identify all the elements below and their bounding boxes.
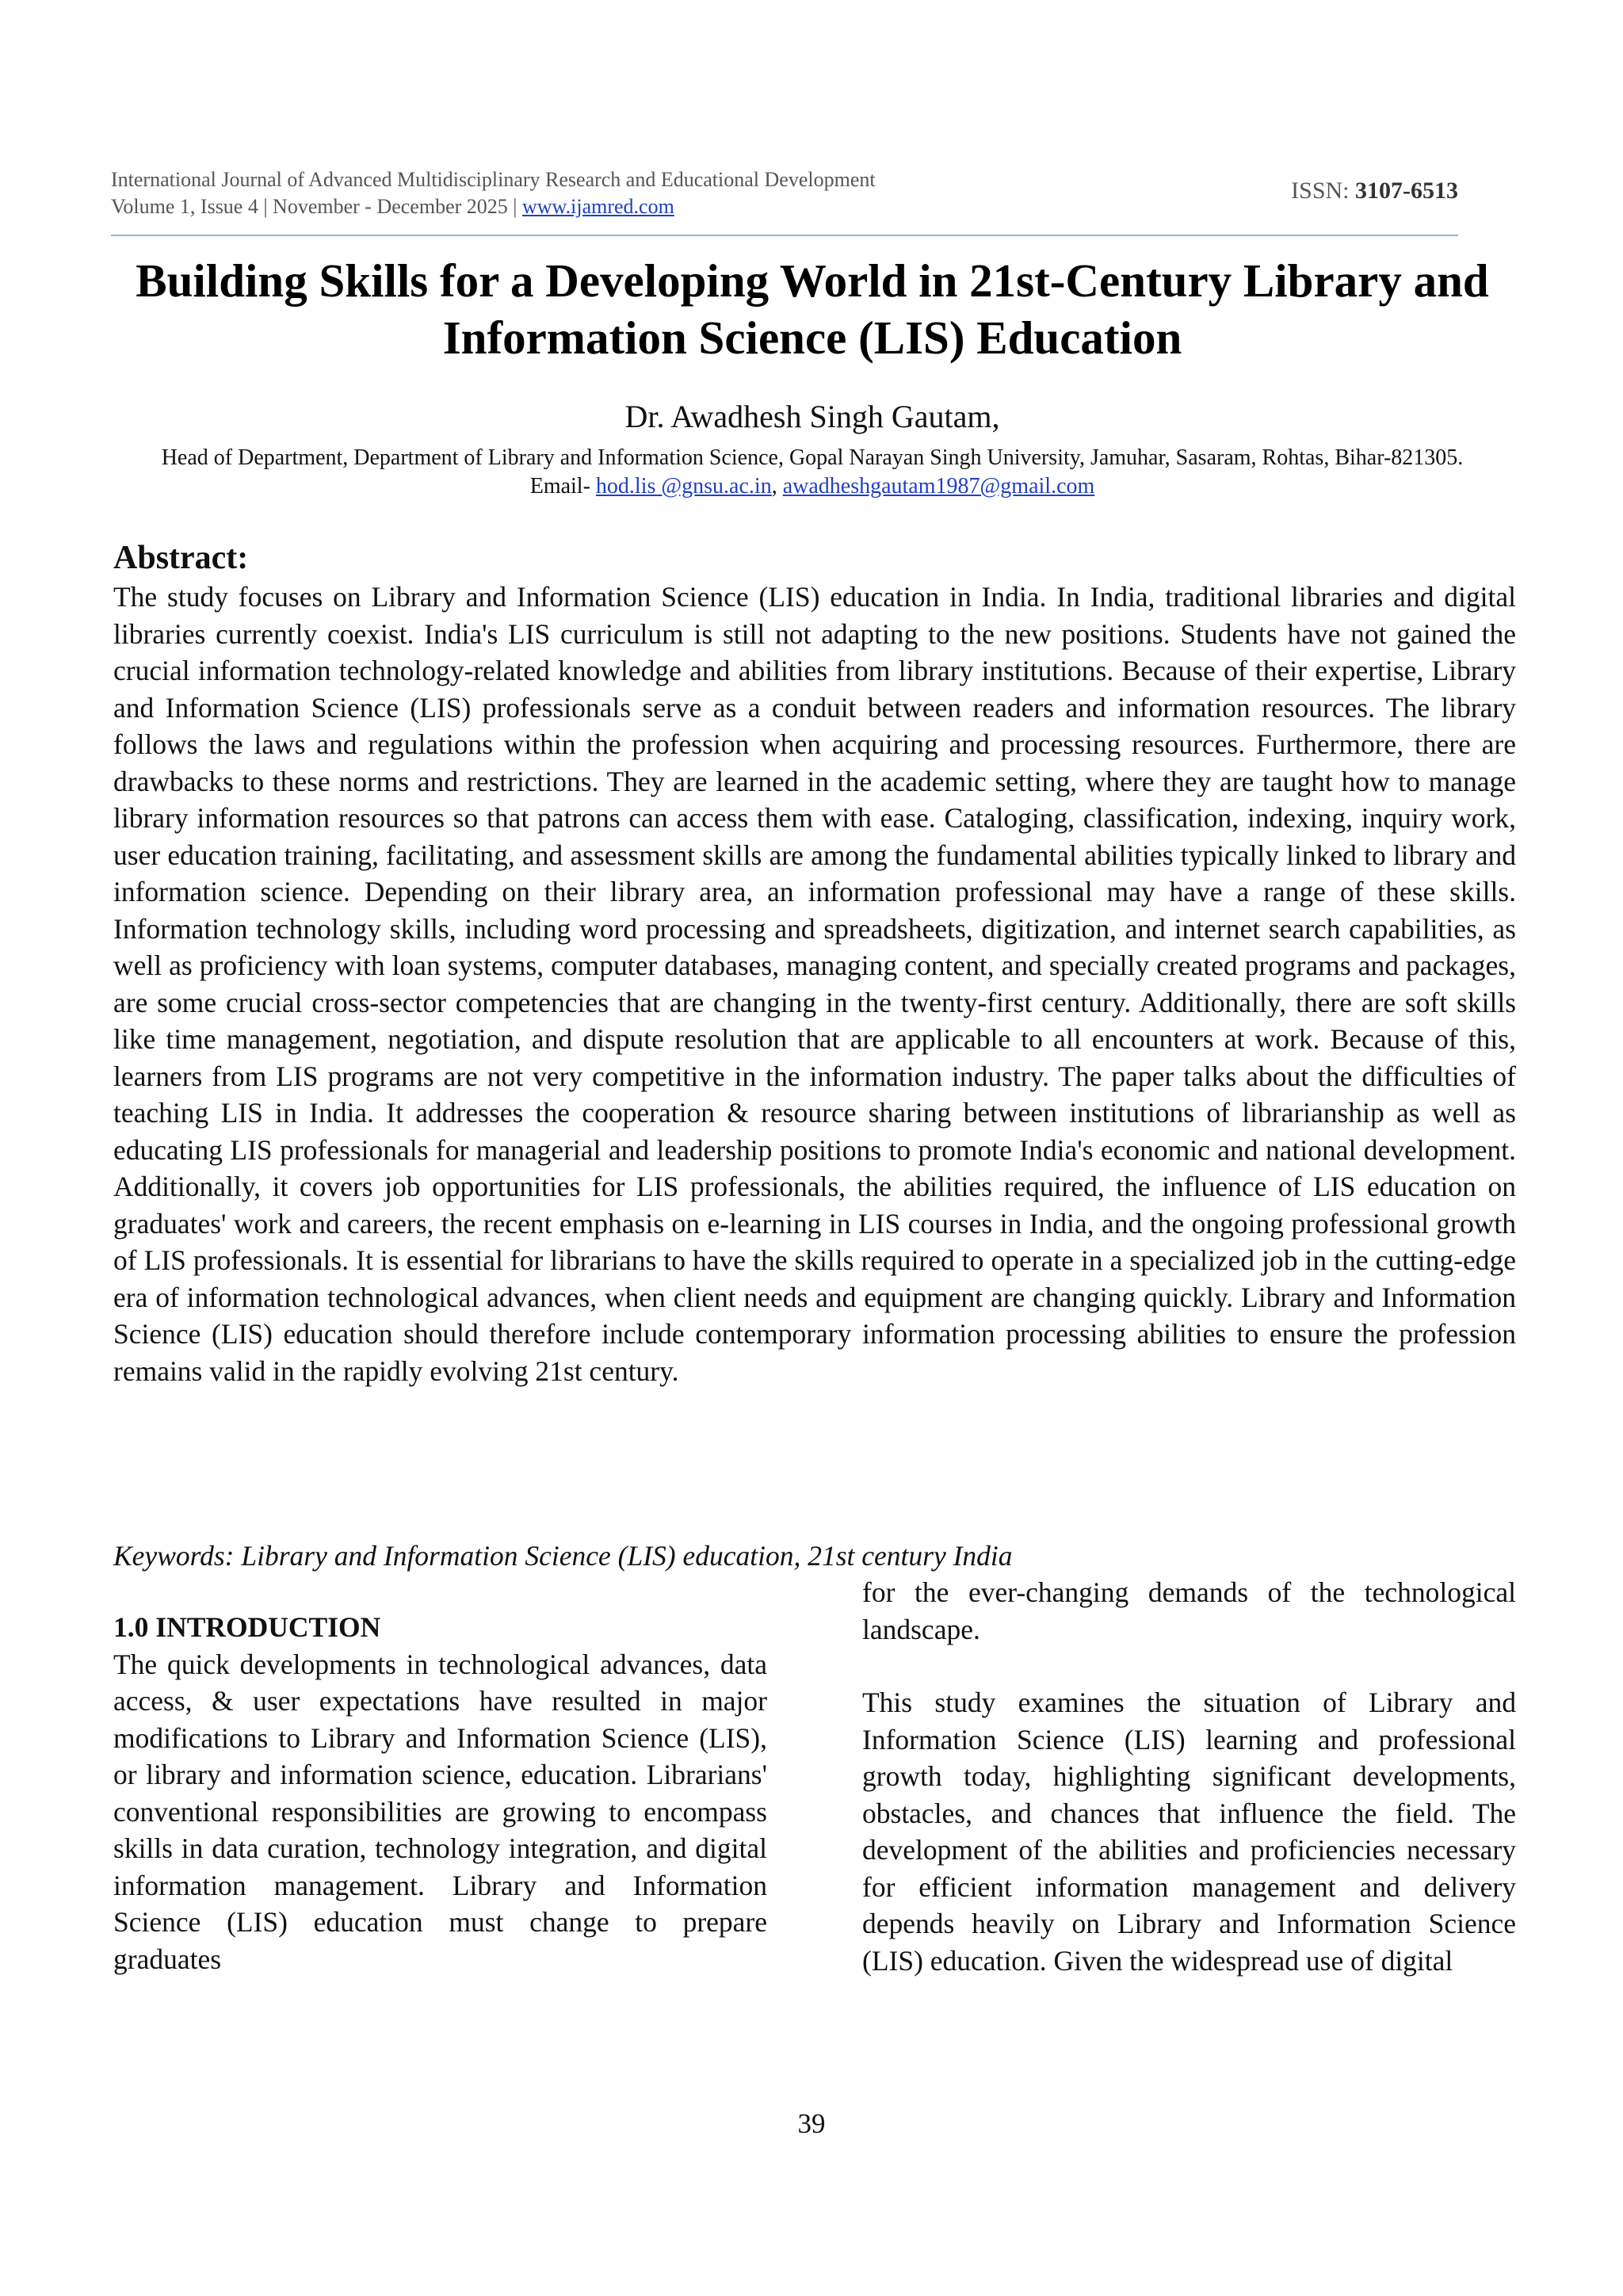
abstract-text: The study focuses on Library and Information Science (LIS) education in India. In India, traditional libraries and digital libraries currently coexist. India's LIS curriculum is still not adapting to the new positions. Students have not gained the crucial information technology-related knowledge and abilities from library institutions. Because of their expertise, Library and Information Science (LIS) professionals serve as a conduit between readers and information resources. The library follows the laws and regulations within the profession when acquiring and processing resources. Furthermore, there are drawbacks to these norms and restrictions. They are learned in the academic setting, where they are taught how to manage library information resources so that patrons can access them with ease. Cataloging, classification, indexing, inquiry work, user education training, facilitating, and assessment skills are among the fundamental abilities typically linked to library and information science. Depending on their library area, an information professional may have a range of these skills. Information technology skills, including word processing and spreadsheets, digitization, and internet search capabilities, as well as proficiency with loan systems, computer databases, managing content, and specially created programs and packages, are some crucial cross-sector competencies that are changing in the twenty-first century. Additionally, there are soft skills like time management, negotiation, and dispute resolution that are applicable to all encounters at work. Because of this, learners from LIS programs are not very competitive in the information industry. The paper talks about the difficulties of teaching LIS in India. It addresses the cooperation & resource sharing between institutions of librarianship as well as educating LIS professionals for managerial and leadership positions to promote India's economic and national development. Additionally, it covers job opportunities for LIS professionals, the abilities required, the influence of LIS education on graduates' work and careers, the recent emphasis on e-learning in LIS courses in India, and the ongoing professional growth of LIS professionals. It is essential for librarians to have the skills required to operate in a specialized job in the cutting-edge era of information technological advances, when client needs and equipment are changing quickly. Library and Information Science (LIS) education should therefore include contemporary information processing abilities to ensure the profession remains valid in the rapidly evolving 21st century. <box>113 581 1516 1387</box>
left-column <box>113 1609 767 1977</box>
journal-header <box>111 166 1458 238</box>
journal-volume-line <box>111 193 1458 220</box>
email-separator: , <box>771 474 783 499</box>
issn <box>1291 178 1458 204</box>
introduction-paragraph-left: The quick developments in technological advances, data access, & user expectations have resulted in major modifications to Library and Information Science (LIS), or library and information science, education. Librarians' conventional responsibilities are growing to encompass skills in data curation, technology integration, and digital information management. Library and Information Science (LIS) education must change to prepare graduates <box>113 1648 767 1975</box>
author-emails <box>87 472 1537 501</box>
page-number: 39 <box>797 2108 826 2139</box>
keywords: Keywords: Library and Information Science (LIS) education, 21st century India <box>113 1540 1013 1572</box>
journal-url-link[interactable]: www.ijamred.com <box>521 195 674 218</box>
author-name: Dr. Awadhesh Singh Gautam, <box>624 399 1000 434</box>
email-link-secondary[interactable]: awadheshgautam1987@gmail.com <box>782 474 1095 499</box>
author-block <box>87 396 1537 501</box>
header-divider <box>111 235 1458 236</box>
volume-issue: Volume 1, Issue 4 | November - December 2025 | <box>111 195 522 218</box>
journal-name: International Journal of Advanced Multidisciplinary Research and Educational Development <box>111 168 876 191</box>
abstract-heading: Abstract: <box>113 540 249 576</box>
email-link-primary[interactable]: hod.lis @gnsu.ac.in <box>595 474 772 499</box>
introduction-paragraph-right-1: for the ever-changing demands of the technological landscape. <box>862 1576 1516 1645</box>
introduction-paragraph-right-2: This study examines the situation of Library and Information Science (LIS) learning and professional growth today, highlighting significant developments, obstacles, and chances that influence the field. The development of the abilities and proficiencies necessary for efficient information management and delivery depends heavily on Library and Information Science (LIS) education. Given the widespread use of digital <box>862 1687 1516 1977</box>
paper-title: Building Skills for a Developing World in 21st-Century Library and Information Science (LIS) Education <box>136 254 1489 364</box>
introduction-heading: 1.0 INTRODUCTION <box>113 1611 381 1643</box>
email-label: Email- <box>529 474 596 499</box>
issn-label: ISSN: <box>1291 178 1355 204</box>
right-column <box>862 1574 1516 2015</box>
issn-value: 3107-6513 <box>1355 178 1458 204</box>
author-affiliation: Head of Department, Department of Library and Information Science, Gopal Narayan Singh University, Jamuhar, Sasaram, Rohtas, Bihar-821305. <box>161 445 1464 470</box>
